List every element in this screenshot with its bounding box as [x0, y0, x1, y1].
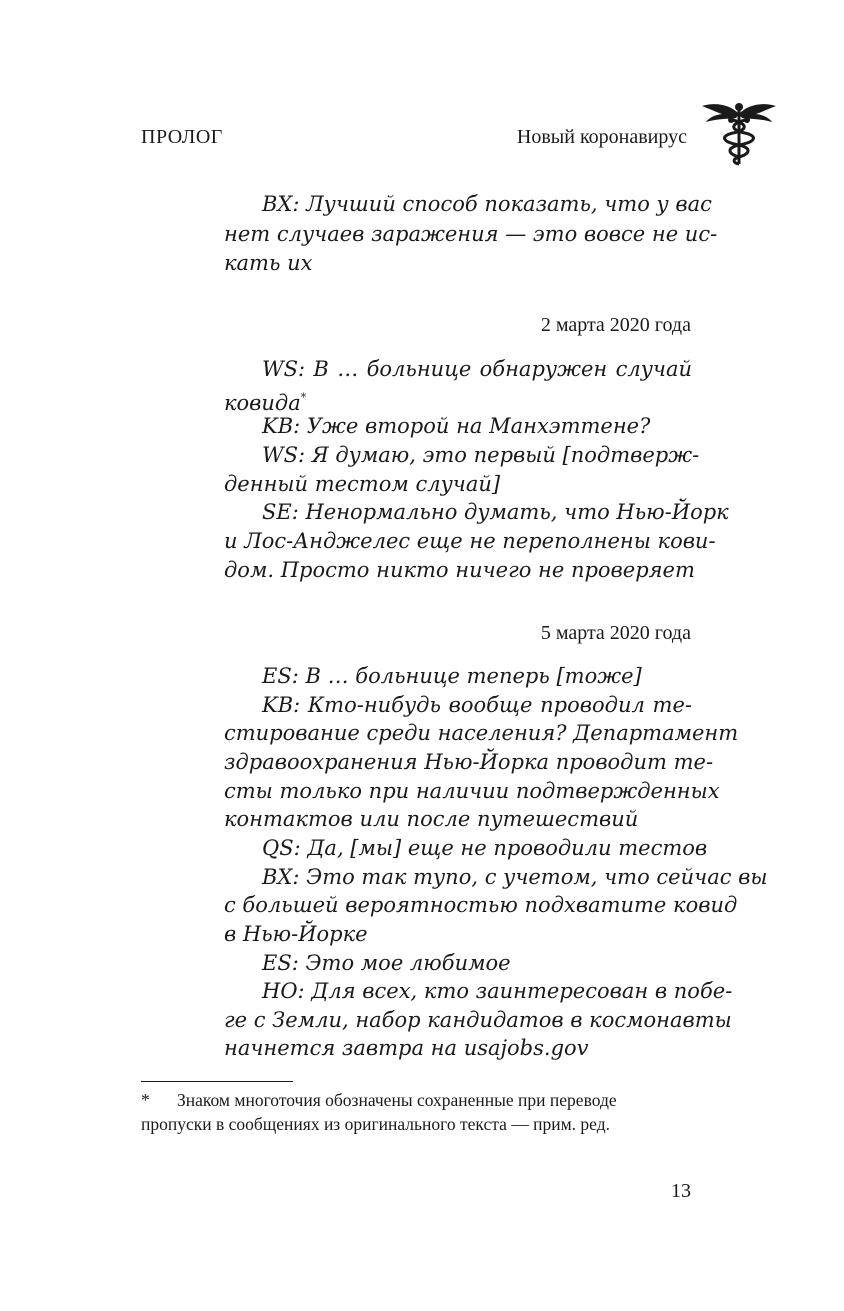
chat-line: начнется завтра на usajobs.gov — [224, 1036, 589, 1060]
footnote-mark: * — [141, 1090, 150, 1110]
caduceus-icon — [700, 100, 778, 166]
chat-line: нет случаев заражения — это вовсе не ис- — [224, 222, 718, 246]
chat-line: дом. Просто никто ничего не проверяет — [224, 558, 695, 582]
chat-line: WS: Я думаю, это первый [подтверж- — [262, 443, 700, 467]
chat-line: HO: Для всех, кто заинтересован в побе- — [262, 979, 733, 1003]
chat-line: KB: Кто-нибудь вообще проводил те- — [262, 693, 692, 717]
footnote-text: пропуски в сообщениях из оригинального текста — прим. ред. — [141, 1114, 610, 1134]
chat-line: сты только при наличии подтвержденных — [224, 779, 720, 803]
running-header-chapter: Новый коронавирус — [516, 126, 687, 148]
chat-line: ES: В … больнице теперь [тоже] — [262, 664, 642, 688]
chat-line: WS: В … больнице обнаружен случай — [262, 357, 692, 381]
chat-line: KB: Уже второй на Манхэттене? — [262, 414, 651, 438]
chat-line: ES: Это мое любимое — [262, 951, 511, 975]
running-header-section: ПРОЛОГ — [141, 126, 223, 148]
chat-line: QS: Да, [мы] еще не проводили тестов — [262, 836, 708, 860]
footnote-rule — [141, 1081, 293, 1082]
chat-line: ге с Земли, набор кандидатов в космонавты — [224, 1008, 732, 1032]
chat-line: стирование среди населения? Департамент — [224, 721, 739, 745]
date-heading: 2 марта 2020 года — [540, 314, 691, 336]
page-number: 13 — [671, 1180, 691, 1202]
chat-line: с большей вероятностью подхватите ковид — [224, 893, 738, 917]
chat-line: денный тестом случай] — [224, 472, 501, 496]
chat-line: контактов или после путешествий — [224, 807, 639, 831]
chat-line: BX: Это так тупо, с учетом, что сейчас вы — [262, 865, 768, 889]
chat-line: здравоохранения Нью-Йорка проводит те- — [224, 750, 714, 774]
chat-line: в Нью-Йорке — [224, 922, 368, 946]
chat-line: SE: Ненормально думать, что Нью-Йорк — [262, 500, 729, 524]
chat-line: BX: Лучший способ показать, что у вас — [262, 192, 712, 216]
date-heading: 5 марта 2020 года — [540, 622, 691, 644]
chat-line-text: ковида — [224, 391, 301, 415]
footnote-text: Знаком многоточия обозначены сохраненные при переводе — [177, 1090, 617, 1110]
chat-line: и Лос-Анджелес еще не переполнены кови- — [224, 529, 716, 553]
chat-line: кать их — [224, 251, 313, 275]
footnote-reference: * — [300, 391, 307, 404]
